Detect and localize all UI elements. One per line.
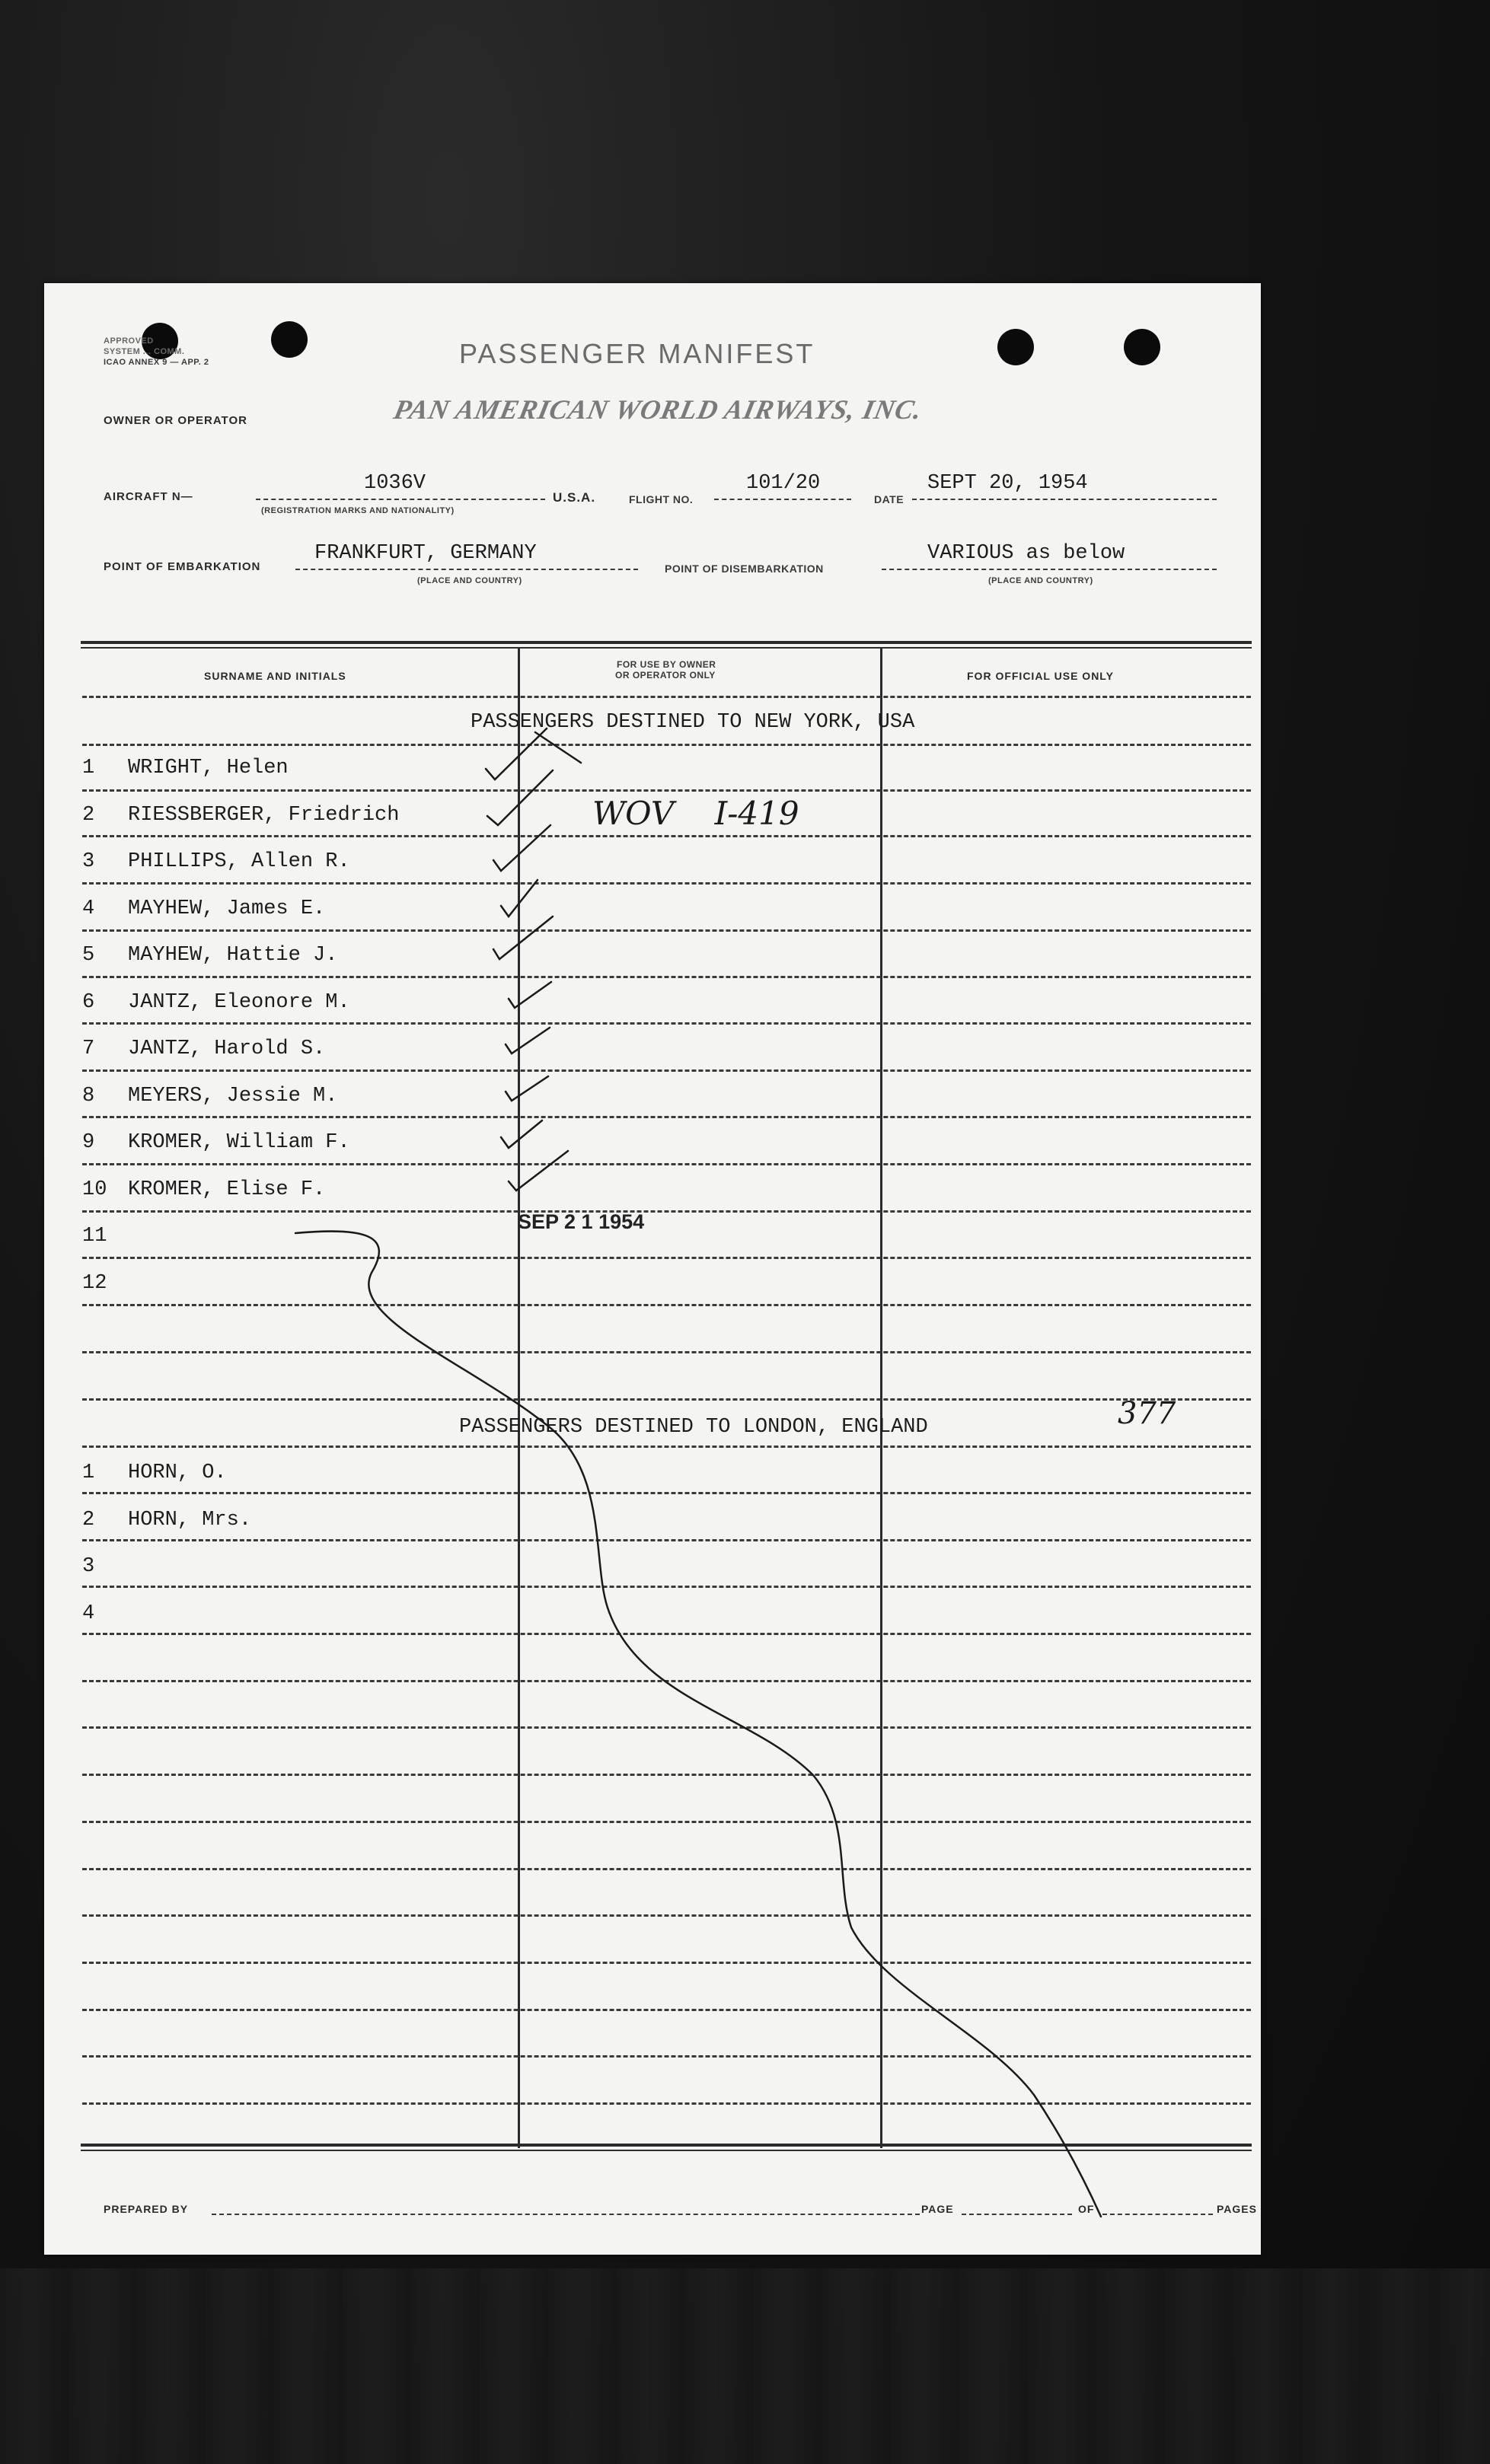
disembark-label: POINT OF DISEMBARKATION [665,563,824,575]
cancel-stroke [295,1232,1101,2217]
column-header-owner-use: FOR USE BY OWNER [617,659,716,670]
owner-label: OWNER OR OPERATOR [104,414,247,427]
check-mark [493,916,553,959]
passenger-name: MAYHEW, Hattie J. [128,944,338,967]
row-number: 10 [82,1178,107,1201]
approval-line: APPROVED [104,336,154,346]
check-mark [509,1151,568,1191]
column-header-owner-use: OR OPERATOR ONLY [615,670,716,681]
check-mark [506,1076,548,1101]
row-number: 1 [82,757,95,779]
approval-line: ICAO ANNEX 9 — APP. 2 [104,358,209,367]
embark-label: POINT OF EMBARKATION [104,560,261,573]
flight-label: FLIGHT NO. [629,493,694,505]
disembark-sublabel: (PLACE AND COUNTRY) [988,576,1093,585]
row-number: 7 [82,1038,95,1060]
check-mark [501,880,538,916]
of-label: OF [1078,2203,1095,2215]
row-number: 11 [82,1225,107,1248]
passenger-name: KROMER, William F. [128,1131,350,1154]
prepared-by-label: PREPARED BY [104,2203,189,2215]
handwritten-marks [44,283,1261,2255]
passenger-name: MAYHEW, James E. [128,897,326,920]
check-mark [509,982,551,1008]
check-mark [493,825,550,871]
page-label: PAGE [921,2203,954,2215]
section-heading: PASSENGERS DESTINED TO LONDON, ENGLAND [459,1416,928,1439]
handwritten-note: WOV I-419 [592,795,799,832]
date-stamp: SEP 2 1 1954 [518,1210,645,1233]
row-number: 4 [82,1602,95,1625]
row-number: 12 [82,1271,107,1295]
embark-value: FRANKFURT, GERMANY [314,542,537,565]
passenger-name: KROMER, Elise F. [128,1178,326,1201]
row-number: 4 [82,897,95,920]
column-header-official: FOR OFFICIAL USE ONLY [967,670,1114,682]
section-heading: PASSENGERS DESTINED TO NEW YORK, USA [471,711,915,734]
passenger-name: HORN, O. [128,1462,227,1484]
row-number: 9 [82,1131,95,1154]
aircraft-value: 1036V [364,472,426,495]
check-mark [486,728,547,779]
row-number: 3 [82,850,95,873]
check-mark [506,1028,550,1053]
passenger-name: WRIGHT, Helen [128,757,289,779]
date-value: SEPT 20, 1954 [927,472,1088,495]
row-number: 8 [82,1084,95,1108]
check-mark [501,1120,542,1148]
page-mark: 377 [1118,1396,1176,1431]
passenger-name: JANTZ, Harold S. [128,1038,326,1060]
flight-value: 101/20 [746,472,821,495]
row-number: 3 [82,1555,95,1578]
passenger-name: PHILLIPS, Allen R. [128,850,350,873]
manifest-sheet [44,283,1261,2255]
check-mark [535,732,581,763]
passenger-name: HORN, Mrs. [128,1508,252,1532]
embark-sublabel: (PLACE AND COUNTRY) [417,576,522,585]
row-number: 2 [82,1508,95,1532]
usa-label: U.S.A. [553,490,596,505]
column-header-surname: SURNAME AND INITIALS [204,670,346,682]
passenger-name: RIESSBERGER, Friedrich [128,803,400,827]
aircraft-sublabel: (REGISTRATION MARKS AND NATIONALITY) [261,506,455,515]
row-number: 2 [82,803,95,827]
date-label: DATE [874,493,905,505]
pages-label: PAGES [1217,2203,1257,2215]
passenger-name: JANTZ, Eleonore M. [128,990,350,1014]
scan-bottom-edge [0,2268,1490,2464]
approval-line: SYSTEM ... COMM. [104,347,185,356]
passenger-name: MEYERS, Jessie M. [128,1084,338,1108]
row-number: 5 [82,944,95,967]
disembark-value: VARIOUS as below [927,542,1125,565]
page-title: PASSENGER MANIFEST [459,338,815,369]
row-number: 1 [82,1462,95,1484]
aircraft-label: AIRCRAFT N— [104,490,193,503]
operator-name: PAN AMERICAN WORLD AIRWAYS, INC. [391,394,926,425]
row-number: 6 [82,990,95,1014]
